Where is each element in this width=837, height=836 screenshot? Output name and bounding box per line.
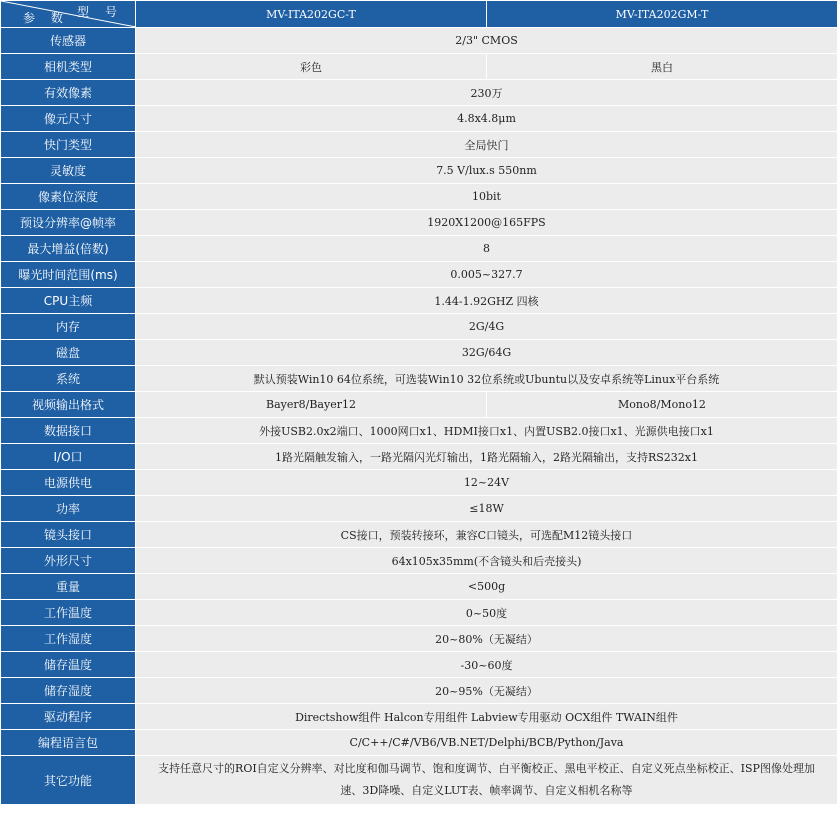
spec-label: I/O口 bbox=[1, 444, 136, 470]
spec-row bbox=[1, 574, 837, 600]
spec-value: 8 bbox=[136, 236, 837, 262]
spec-label: 镜头接口 bbox=[1, 522, 136, 548]
spec-label: 系统 bbox=[1, 366, 136, 392]
spec-value: 230万 bbox=[136, 80, 837, 106]
spec-value: C/C++/C#/VB6/VB.NET/Delphi/BCB/Python/Java bbox=[136, 730, 837, 756]
spec-table-body bbox=[1, 1, 837, 805]
spec-row bbox=[1, 288, 837, 314]
spec-row bbox=[1, 158, 837, 184]
spec-row bbox=[1, 444, 837, 470]
spec-value: 2G/4G bbox=[136, 314, 837, 340]
spec-row bbox=[1, 262, 837, 288]
spec-value: 0~50度 bbox=[136, 600, 837, 626]
spec-value: 支持任意尺寸的ROI自定义分辨率、对比度和伽马调节、饱和度调节、白平衡校正、黑电平校正、自定义死点坐标校正、ISP图像处理加速、3D降噪、自定义LUT表、帧率调节、自定义相机名称等 bbox=[136, 756, 837, 805]
spec-label: 像素位深度 bbox=[1, 184, 136, 210]
spec-value: ≤18W bbox=[136, 496, 837, 522]
spec-label: 灵敏度 bbox=[1, 158, 136, 184]
spec-row bbox=[1, 548, 837, 574]
spec-value: 1920X1200@165FPS bbox=[136, 210, 837, 236]
spec-value: <500g bbox=[136, 574, 837, 600]
spec-value-mono: 黑白 bbox=[487, 54, 837, 80]
spec-value: 2/3" CMOS bbox=[136, 28, 837, 54]
spec-label: 功率 bbox=[1, 496, 136, 522]
spec-label: 编程语言包 bbox=[1, 730, 136, 756]
spec-value: -30~60度 bbox=[136, 652, 837, 678]
spec-label: 传感器 bbox=[1, 28, 136, 54]
spec-label: 有效像素 bbox=[1, 80, 136, 106]
spec-value: 10bit bbox=[136, 184, 837, 210]
header-corner-cell bbox=[1, 1, 136, 28]
spec-value: 7.5 V/lux.s 550nm bbox=[136, 158, 837, 184]
spec-row bbox=[1, 470, 837, 496]
header-model-mono: MV-ITA202GM-T bbox=[487, 1, 837, 28]
header-model-label: 型 号 bbox=[77, 5, 123, 19]
spec-row bbox=[1, 730, 837, 756]
spec-value-color: Bayer8/Bayer12 bbox=[136, 392, 487, 418]
header-param-label: 参 数 bbox=[23, 11, 69, 25]
spec-label: 快门类型 bbox=[1, 132, 136, 158]
header-row bbox=[1, 1, 837, 28]
spec-label: 磁盘 bbox=[1, 340, 136, 366]
spec-label: 驱动程序 bbox=[1, 704, 136, 730]
spec-value: 64x105x35mm(不含镜头和后壳接头) bbox=[136, 548, 837, 574]
spec-row bbox=[1, 80, 837, 106]
spec-value: 外接USB2.0x2端口、1000网口x1、HDMI接口x1、内置USB2.0接口x1、光源供电接口x1 bbox=[136, 418, 837, 444]
spec-value: 32G/64G bbox=[136, 340, 837, 366]
spec-row bbox=[1, 652, 837, 678]
spec-label: 相机类型 bbox=[1, 54, 136, 80]
spec-row bbox=[1, 28, 837, 54]
spec-row bbox=[1, 704, 837, 730]
spec-value: 20~80%（无凝结） bbox=[136, 626, 837, 652]
spec-row bbox=[1, 392, 837, 418]
spec-label: 储存温度 bbox=[1, 652, 136, 678]
spec-row bbox=[1, 314, 837, 340]
spec-value: 1.44-1.92GHZ 四核 bbox=[136, 288, 837, 314]
spec-row bbox=[1, 236, 837, 262]
spec-value: Directshow组件 Halcon专用组件 Labview专用驱动 OCX组件 TWAIN组件 bbox=[136, 704, 837, 730]
spec-label: 像元尺寸 bbox=[1, 106, 136, 132]
spec-row bbox=[1, 496, 837, 522]
spec-row bbox=[1, 626, 837, 652]
spec-row bbox=[1, 210, 837, 236]
spec-value: 全局快门 bbox=[136, 132, 837, 158]
spec-row bbox=[1, 366, 837, 392]
spec-label: 工作温度 bbox=[1, 600, 136, 626]
spec-row bbox=[1, 418, 837, 444]
spec-label: 数据接口 bbox=[1, 418, 136, 444]
spec-label: CPU主频 bbox=[1, 288, 136, 314]
spec-label: 曝光时间范围(ms) bbox=[1, 262, 136, 288]
spec-value: 1路光隔触发输入，一路光隔闪光灯输出，1路光隔输入，2路光隔输出，支持RS232x1 bbox=[136, 444, 837, 470]
spec-label: 储存湿度 bbox=[1, 678, 136, 704]
spec-row bbox=[1, 340, 837, 366]
spec-value: CS接口，预装转接环，兼容C口镜头，可选配M12镜头接口 bbox=[136, 522, 837, 548]
spec-row bbox=[1, 522, 837, 548]
spec-value: 0.005~327.7 bbox=[136, 262, 837, 288]
spec-row bbox=[1, 600, 837, 626]
spec-row bbox=[1, 184, 837, 210]
spec-value: 12~24V bbox=[136, 470, 837, 496]
spec-label: 重量 bbox=[1, 574, 136, 600]
spec-label: 内存 bbox=[1, 314, 136, 340]
spec-value: 20~95%（无凝结） bbox=[136, 678, 837, 704]
spec-row bbox=[1, 756, 837, 805]
spec-value: 默认预装Win10 64位系统，可选装Win10 32位系统或Ubuntu以及安卓系统等Linux平台系统 bbox=[136, 366, 837, 392]
spec-value-mono: Mono8/Mono12 bbox=[487, 392, 837, 418]
spec-label: 外形尺寸 bbox=[1, 548, 136, 574]
spec-label: 其它功能 bbox=[1, 756, 136, 805]
spec-label: 最大增益(倍数) bbox=[1, 236, 136, 262]
spec-label: 视频输出格式 bbox=[1, 392, 136, 418]
spec-row bbox=[1, 54, 837, 80]
spec-value: 4.8x4.8μm bbox=[136, 106, 837, 132]
spec-row bbox=[1, 106, 837, 132]
spec-label: 电源供电 bbox=[1, 470, 136, 496]
spec-label: 工作湿度 bbox=[1, 626, 136, 652]
spec-value-color: 彩色 bbox=[136, 54, 487, 80]
spec-row bbox=[1, 678, 837, 704]
spec-row bbox=[1, 132, 837, 158]
spec-label: 预设分辨率@帧率 bbox=[1, 210, 136, 236]
header-model-color: MV-ITA202GC-T bbox=[136, 1, 487, 28]
